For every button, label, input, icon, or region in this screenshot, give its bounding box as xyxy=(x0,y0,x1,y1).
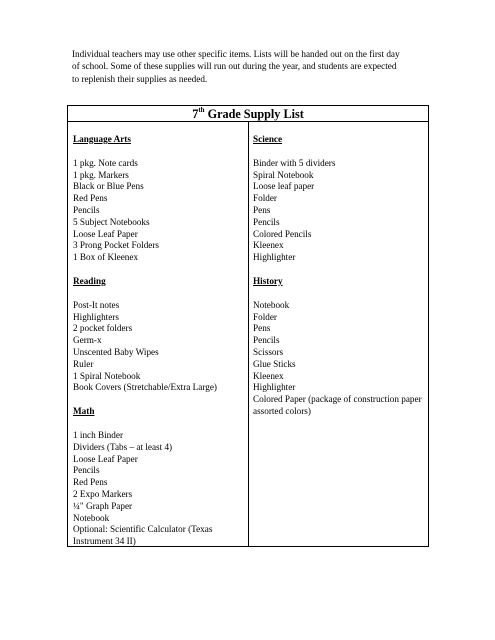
list-item: Notebook xyxy=(253,299,290,310)
list-item: 1 inch Binder xyxy=(73,429,124,440)
list-item: Scissors xyxy=(253,346,284,357)
list-item: Glue Sticks xyxy=(253,358,296,369)
list-item: 1 pkg. Markers xyxy=(73,169,129,180)
section-heading-reading: Reading xyxy=(73,275,106,286)
list-item: 2 pocket folders xyxy=(73,323,133,334)
list-item: Kleenex xyxy=(253,240,284,251)
list-item: Pencils xyxy=(253,216,280,227)
list-item: Colored Pencils xyxy=(253,228,312,239)
list-item: Highlighter xyxy=(253,252,296,263)
section-heading-language-arts: Language Arts xyxy=(73,134,131,144)
list-item: Pens xyxy=(253,323,271,334)
column-divider xyxy=(248,122,249,547)
list-item: Kleenex xyxy=(253,370,284,381)
list-item: Binder with 5 dividers xyxy=(253,157,336,168)
section-heading-math: Math xyxy=(73,406,95,417)
list-item: Highlighters xyxy=(73,311,119,322)
list-item: 2 Expo Markers xyxy=(73,488,133,499)
list-item: Loose leaf paper xyxy=(253,181,315,192)
title-grade-number: 7 xyxy=(192,107,199,121)
list-item: Spiral Notebook xyxy=(253,169,314,180)
list-item: Loose Leaf Paper xyxy=(73,228,138,239)
section-heading-history: History xyxy=(253,275,283,286)
list-item: Black or Blue Pens xyxy=(73,181,144,192)
list-item: Loose Leaf Paper xyxy=(73,453,138,464)
list-item: 3 Prong Pocket Folders xyxy=(73,240,160,251)
list-item: Pencils xyxy=(73,204,100,215)
supply-list-table xyxy=(67,105,429,547)
list-item: ¼" Graph Paper xyxy=(73,500,133,511)
list-item: Ruler xyxy=(73,358,94,369)
intro-line: to replenish their supplies as needed. xyxy=(72,73,208,84)
list-item: 1 Spiral Notebook xyxy=(73,370,141,381)
list-item: Optional: Scientific Calculator (Texas Instrument 34 II) xyxy=(73,524,213,547)
left-column xyxy=(73,122,243,548)
right-column xyxy=(253,122,425,418)
intro-paragraph xyxy=(72,48,432,85)
list-item: 5 Subject Notebooks xyxy=(73,216,150,227)
intro-line: of school. Some of these supplies will run out during the year, and students are expected xyxy=(72,61,397,72)
list-item: Notebook xyxy=(73,512,110,523)
list-item: Red Pens xyxy=(73,477,108,488)
list-item: Dividers (Tabs – at least 4) xyxy=(73,441,173,452)
list-item: Pencils xyxy=(253,335,280,346)
list-item: 1 pkg. Note cards xyxy=(73,157,138,168)
list-item: 1 Box of Kleenex xyxy=(73,252,139,263)
table-title xyxy=(68,106,428,122)
list-item: Pens xyxy=(253,204,271,215)
title-ordinal-suffix: th xyxy=(198,105,205,114)
intro-line: Individual teachers may use other specific items. Lists will be handed out on the first day xyxy=(72,49,400,59)
list-item: Colored Paper (package of construction paper assorted colors) xyxy=(253,394,422,416)
list-item: Folder xyxy=(253,193,277,204)
list-item: Germ-x xyxy=(73,335,102,346)
list-item: Book Covers (Stretchable/Extra Large) xyxy=(73,382,217,393)
list-item: Post-It notes xyxy=(73,299,120,310)
list-item: Red Pens xyxy=(73,193,108,204)
section-heading-science: Science xyxy=(253,134,283,144)
list-item: Folder xyxy=(253,311,277,322)
list-item: Unscented Baby Wipes xyxy=(73,346,159,357)
title-text: Grade Supply List xyxy=(204,107,304,121)
list-item: Highlighter xyxy=(253,382,296,393)
list-item: Pencils xyxy=(73,465,100,476)
